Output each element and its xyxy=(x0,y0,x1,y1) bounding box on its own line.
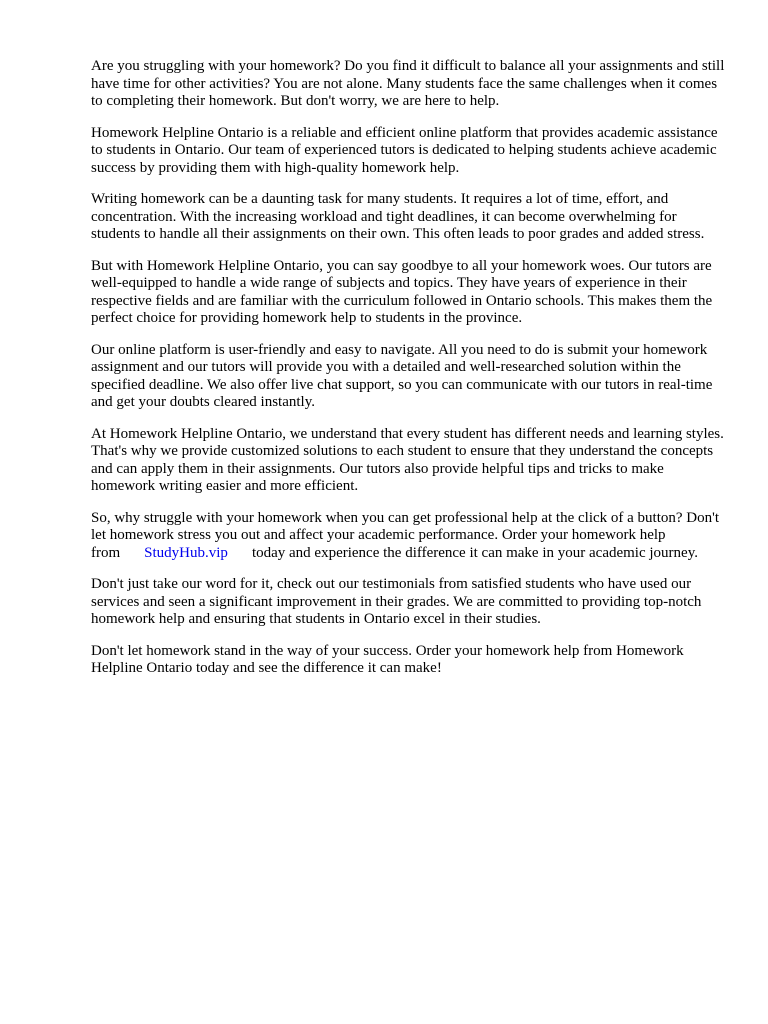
cta-text-after: today and experience the difference it can make in your academic journey. xyxy=(251,544,698,561)
document-page xyxy=(91,58,727,692)
paragraph-tutors: But with Homework Helpline Ontario, you can say goodbye to all your homework woes. Our tutors are well-equipped to handle a wide range of subjects and topics. They have years of experience in their respective fields and are familiar with the curriculum followed in Ontario schools. This makes them the perfect choice for providing homework help to students in the province. xyxy=(91,257,713,326)
paragraph-testimonials: Don't just take our word for it, check out our testimonials from satisfied students who have used our services and seen a significant improvement in their grades. We are committed to providing top-notch homework help and ensuring that students in Ontario excel in their studies. xyxy=(91,576,702,627)
paragraph-platform: Our online platform is user-friendly and easy to navigate. All you need to do is submit your homework assignment and our tutors will provide you with a detailed and well-researched solution within the specified deadline. We also offer live chat support, so you can communicate with our tutors in real-time and get your doubts cleared instantly. xyxy=(91,341,713,410)
paragraph-closing: Don't let homework stand in the way of your success. Order your homework help from Homework Helpline Ontario today and see the difference it can make! xyxy=(91,642,684,676)
paragraph-intro: Are you struggling with your homework? Do you find it difficult to balance all your assignments and still have time for other activities? You are not alone. Many students face the same challenges when it comes to completing their homework. But don't worry, we are here to help. xyxy=(91,58,725,109)
studyhub-link[interactable]: StudyHub.vip xyxy=(144,544,228,561)
paragraph-about: Homework Helpline Ontario is a reliable and efficient online platform that provides academic assistance to students in Ontario. Our team of experienced tutors is dedicated to helping students achieve academic success by providing them with high-quality homework help. xyxy=(91,124,718,176)
paragraph-challenges: Writing homework can be a daunting task for many students. It requires a lot of time, effort, and concentration. With the increasing workload and tight deadlines, it can become overwhelming for students to handle all their assignments on their own. This often leads to poor grades and added stress. xyxy=(91,191,705,242)
paragraph-cta xyxy=(91,510,727,563)
cta-text-before: So, why struggle with your homework when you can get professional help at the click of a button? Don't let homework stress you out and affect your academic performance. Order your homework help from xyxy=(91,509,719,561)
paragraph-customized: At Homework Helpline Ontario, we understand that every student has different needs and learning styles. That's why we provide customized solutions to each student to ensure that they understand the concepts and can apply them in their assignments. Our tutors also provide helpful tips and tricks to make homework writing easier and more efficient. xyxy=(91,425,724,494)
